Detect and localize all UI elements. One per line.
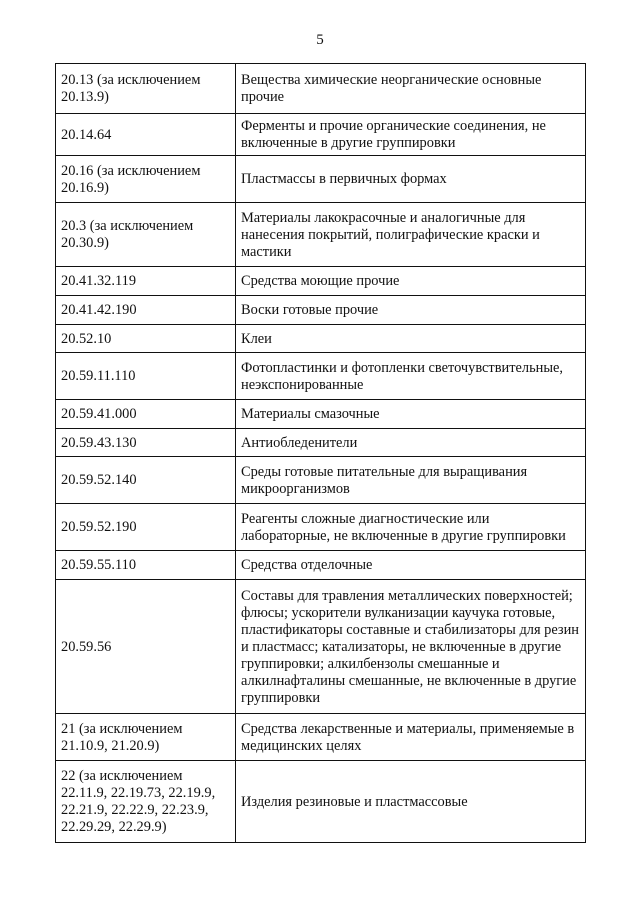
description-cell: Изделия резиновые и пластмассовые <box>236 761 586 843</box>
table-row <box>56 714 586 761</box>
description-cell: Клеи <box>236 325 586 353</box>
table-row <box>56 551 586 580</box>
description-cell: Среды готовые питательные для выращивания микроорганизмов <box>236 457 586 504</box>
code-cell: 21 (за исключением 21.10.9, 21.20.9) <box>56 714 236 761</box>
code-cell: 20.41.42.190 <box>56 296 236 325</box>
table-row <box>56 761 586 843</box>
code-cell: 20.52.10 <box>56 325 236 353</box>
code-cell: 20.59.56 <box>56 580 236 714</box>
table-row <box>56 353 586 400</box>
table-row <box>56 267 586 296</box>
code-cell: 20.59.52.190 <box>56 504 236 551</box>
description-cell: Антиобледенители <box>236 429 586 457</box>
table-row <box>56 457 586 504</box>
description-cell: Средства отделочные <box>236 551 586 580</box>
page-number: 5 <box>316 32 324 48</box>
code-cell: 20.59.52.140 <box>56 457 236 504</box>
code-cell: 20.59.55.110 <box>56 551 236 580</box>
description-cell: Воски готовые прочие <box>236 296 586 325</box>
description-cell: Фотопластинки и фотопленки светочувствительные, неэкспонированные <box>236 353 586 400</box>
table-row <box>56 296 586 325</box>
code-cell: 20.59.43.130 <box>56 429 236 457</box>
description-cell: Пластмассы в первичных формах <box>236 156 586 203</box>
code-cell: 20.13 (за исключением 20.13.9) <box>56 64 236 114</box>
description-cell: Вещества химические неорганические основные прочие <box>236 64 586 114</box>
code-cell: 20.41.32.119 <box>56 267 236 296</box>
description-cell: Средства моющие прочие <box>236 267 586 296</box>
description-cell: Материалы смазочные <box>236 400 586 429</box>
table-row <box>56 114 586 156</box>
table-row <box>56 203 586 267</box>
table-body <box>56 64 586 843</box>
description-cell: Ферменты и прочие органические соединения, не включенные в другие группировки <box>236 114 586 156</box>
table-row <box>56 64 586 114</box>
table-row <box>56 429 586 457</box>
code-cell: 20.14.64 <box>56 114 236 156</box>
table-row <box>56 400 586 429</box>
description-cell: Реагенты сложные диагностические или лабораторные, не включенные в другие группировки <box>236 504 586 551</box>
description-cell: Составы для травления металлических поверхностей; флюсы; ускорители вулканизации каучука готовые, пластификаторы составные и стабилизаторы для резин и пластмасс; катализаторы, не включенные в другие группировки; алкилбензолы смешанные и алкилнафталины смешанные, не включенные в другие группировки <box>236 580 586 714</box>
table-row <box>56 580 586 714</box>
description-cell: Материалы лакокрасочные и аналогичные для нанесения покрытий, полиграфические краски и мастики <box>236 203 586 267</box>
description-cell: Средства лекарственные и материалы, применяемые в медицинских целях <box>236 714 586 761</box>
code-cell: 20.3 (за исключением 20.30.9) <box>56 203 236 267</box>
table-row <box>56 156 586 203</box>
classification-table <box>55 63 586 843</box>
code-cell: 20.59.41.000 <box>56 400 236 429</box>
code-cell: 20.59.11.110 <box>56 353 236 400</box>
code-cell: 20.16 (за исключением 20.16.9) <box>56 156 236 203</box>
table-row <box>56 504 586 551</box>
code-cell: 22 (за исключением 22.11.9, 22.19.73, 22.19.9, 22.21.9, 22.22.9, 22.23.9, 22.29.29, 22.29.9) <box>56 761 236 843</box>
table-row <box>56 325 586 353</box>
